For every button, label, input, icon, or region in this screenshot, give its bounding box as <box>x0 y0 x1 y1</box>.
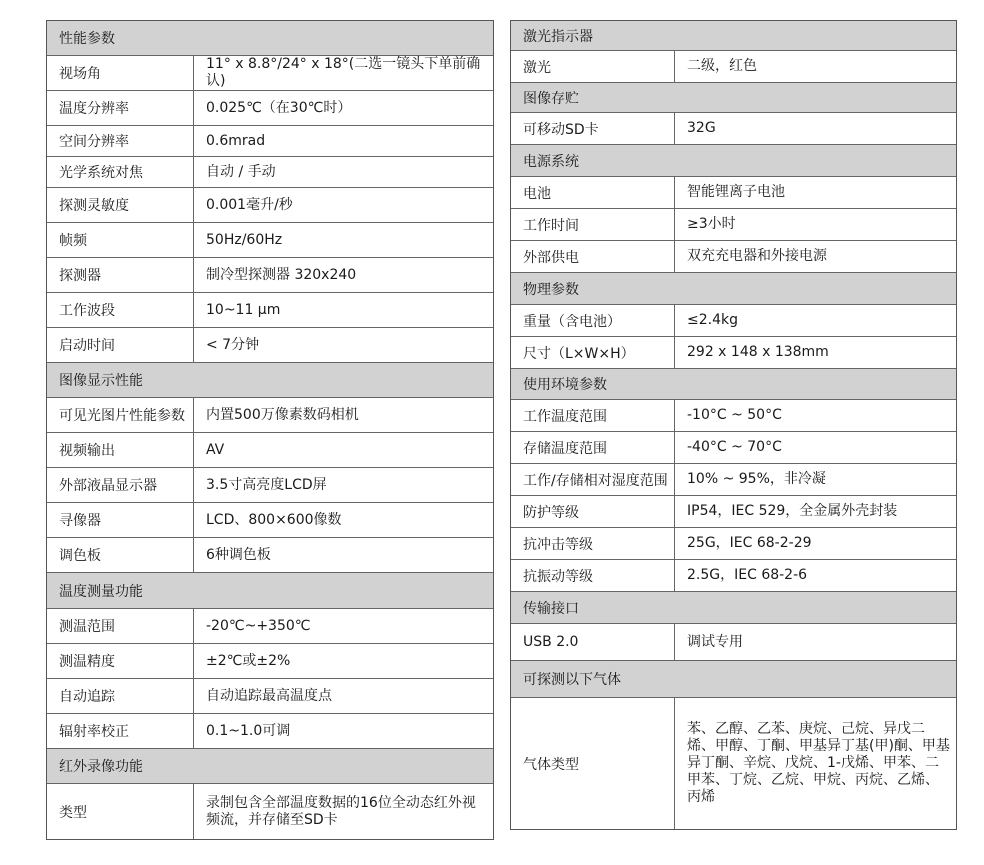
section-header: 使用环境参数 <box>511 369 956 400</box>
spec-label: 帧频 <box>47 223 194 257</box>
spec-value: 智能锂离子电池 <box>687 184 785 200</box>
spec-row <box>511 209 956 241</box>
spec-label: 温度分辨率 <box>47 91 194 125</box>
section-header: 可探测以下气体 <box>511 661 956 698</box>
spec-row <box>47 609 493 644</box>
spec-value: 0.025℃（在30℃时） <box>206 99 352 116</box>
section-header: 性能参数 <box>47 21 493 56</box>
spec-row <box>47 714 493 749</box>
spec-label: 尺寸（L×W×H） <box>511 337 675 368</box>
spec-row <box>511 337 956 369</box>
spec-label: 视频输出 <box>47 433 194 467</box>
spec-row <box>47 258 493 293</box>
spec-row <box>47 293 493 328</box>
spec-label: 外部供电 <box>511 241 675 272</box>
spec-value: 0.6mrad <box>206 132 266 149</box>
spec-row <box>511 698 956 829</box>
spec-label: 工作/存储相对湿度范围 <box>511 464 675 495</box>
spec-row <box>47 157 493 188</box>
spec-label: 可见光图片性能参数 <box>47 398 194 432</box>
spec-value: 10~11 μm <box>206 301 281 318</box>
spec-row <box>47 503 493 538</box>
section-header: 温度测量功能 <box>47 573 493 609</box>
spec-label: 启动时间 <box>47 328 194 362</box>
spec-row <box>47 56 493 91</box>
spec-label: 激光 <box>511 51 675 82</box>
spec-row <box>47 398 493 433</box>
spec-row <box>511 241 956 273</box>
spec-label: 外部液晶显示器 <box>47 468 194 502</box>
spec-value: 自动追踪最高温度点 <box>206 687 332 704</box>
spec-label: 电池 <box>511 177 675 208</box>
spec-row <box>511 560 956 592</box>
spec-value: < 7分钟 <box>206 336 260 353</box>
spec-value: AV <box>206 441 225 458</box>
spec-row <box>47 468 493 503</box>
spec-value: ±2℃或±2% <box>206 652 291 669</box>
spec-row <box>511 305 956 337</box>
section-header: 图像存贮 <box>511 83 956 113</box>
spec-label: 重量（含电池） <box>511 305 675 336</box>
spec-label: 探测器 <box>47 258 194 292</box>
section-header: 传输接口 <box>511 592 956 624</box>
spec-label: 工作温度范围 <box>511 400 675 431</box>
spec-label: 可移动SD卡 <box>511 113 675 144</box>
spec-value: 50Hz/60Hz <box>206 231 283 248</box>
spec-value: 录制包含全部温度数据的16位全动态红外视频流，并存储至SD卡 <box>206 794 476 828</box>
section-header: 激光指示器 <box>511 21 956 51</box>
spec-label: 类型 <box>47 784 194 839</box>
spec-row <box>511 113 956 145</box>
spec-label: 光学系统对焦 <box>47 157 194 187</box>
spec-label: 测温范围 <box>47 609 194 643</box>
spec-label: 自动追踪 <box>47 679 194 713</box>
section-header: 物理参数 <box>511 273 956 305</box>
right-spec-table <box>510 20 957 830</box>
spec-label: 辐射率校正 <box>47 714 194 748</box>
spec-row <box>47 433 493 468</box>
spec-label: 调色板 <box>47 538 194 572</box>
spec-label: 测温精度 <box>47 644 194 678</box>
spec-value: 内置500万像素数码相机 <box>206 406 359 423</box>
spec-row <box>47 538 493 573</box>
spec-label: 探测灵敏度 <box>47 188 194 222</box>
spec-label: 寻像器 <box>47 503 194 537</box>
spec-label: 工作时间 <box>511 209 675 240</box>
spec-value: ≥3小时 <box>687 216 736 232</box>
spec-value: 调试专用 <box>687 633 743 650</box>
spec-value: 自动 / 手动 <box>206 163 276 180</box>
spec-value: 25G，IEC 68-2-29 <box>687 535 812 551</box>
spec-row <box>511 432 956 464</box>
spec-value: 0.001毫升/秒 <box>206 196 293 213</box>
spec-label: USB 2.0 <box>511 624 675 660</box>
spec-row <box>511 496 956 528</box>
spec-row <box>511 464 956 496</box>
spec-value: 0.1~1.0可调 <box>206 722 291 739</box>
spec-row <box>511 528 956 560</box>
left-spec-table <box>46 20 494 840</box>
spec-value: 苯、乙醇、乙苯、庚烷、己烷、异戊二烯、甲醇、丁酮、甲基异丁基(甲)酮、甲基异丁酮、辛烷、戊烷、1-戊烯、甲苯、二甲苯、丁烷、乙烷、甲烷、丙烷、乙烯、丙烯 <box>687 721 950 805</box>
spec-value: 10% ~ 95%，非冷凝 <box>687 471 826 487</box>
spec-label: 空间分辨率 <box>47 126 194 156</box>
spec-row <box>47 223 493 258</box>
section-header: 红外录像功能 <box>47 749 493 784</box>
spec-row <box>47 188 493 223</box>
spec-label: 存储温度范围 <box>511 432 675 463</box>
spec-value: 292 x 148 x 138mm <box>687 344 829 360</box>
spec-value: 双充充电器和外接电源 <box>687 248 827 264</box>
spec-label: 工作波段 <box>47 293 194 327</box>
spec-value: ≤2.4kg <box>687 312 738 328</box>
spec-value: 6种调色板 <box>206 546 271 563</box>
spec-label: 抗冲击等级 <box>511 528 675 559</box>
spec-row <box>511 400 956 432</box>
spec-row <box>511 177 956 209</box>
spec-value: LCD、800×600像数 <box>206 511 342 528</box>
spec-value: 11° x 8.8°/24° x 18°(二选一镜头下单前确认) <box>206 56 481 89</box>
spec-label: 视场角 <box>47 56 194 90</box>
section-header: 电源系统 <box>511 145 956 177</box>
spec-row <box>47 679 493 714</box>
spec-label: 气体类型 <box>511 698 675 829</box>
spec-label: 抗振动等级 <box>511 560 675 591</box>
spec-value: -10°C ~ 50°C <box>687 407 782 423</box>
spec-value: 3.5寸高亮度LCD屏 <box>206 476 327 493</box>
spec-value: 2.5G，IEC 68-2-6 <box>687 567 808 583</box>
spec-value: 二级，红色 <box>687 58 757 74</box>
spec-value: -40°C ~ 70°C <box>687 439 782 455</box>
spec-label: 防护等级 <box>511 496 675 527</box>
spec-row <box>47 328 493 363</box>
spec-row <box>47 91 493 126</box>
spec-value: IP54，IEC 529，全金属外壳封装 <box>687 503 898 519</box>
spec-row <box>511 51 956 83</box>
spec-value: 32G <box>687 120 716 136</box>
spec-row <box>47 644 493 679</box>
spec-row <box>47 784 493 839</box>
spec-row <box>47 126 493 157</box>
spec-row <box>511 624 956 661</box>
section-header: 图像显示性能 <box>47 363 493 398</box>
spec-value: 制冷型探测器 320x240 <box>206 266 357 283</box>
spec-value: -20℃~+350℃ <box>206 617 311 634</box>
